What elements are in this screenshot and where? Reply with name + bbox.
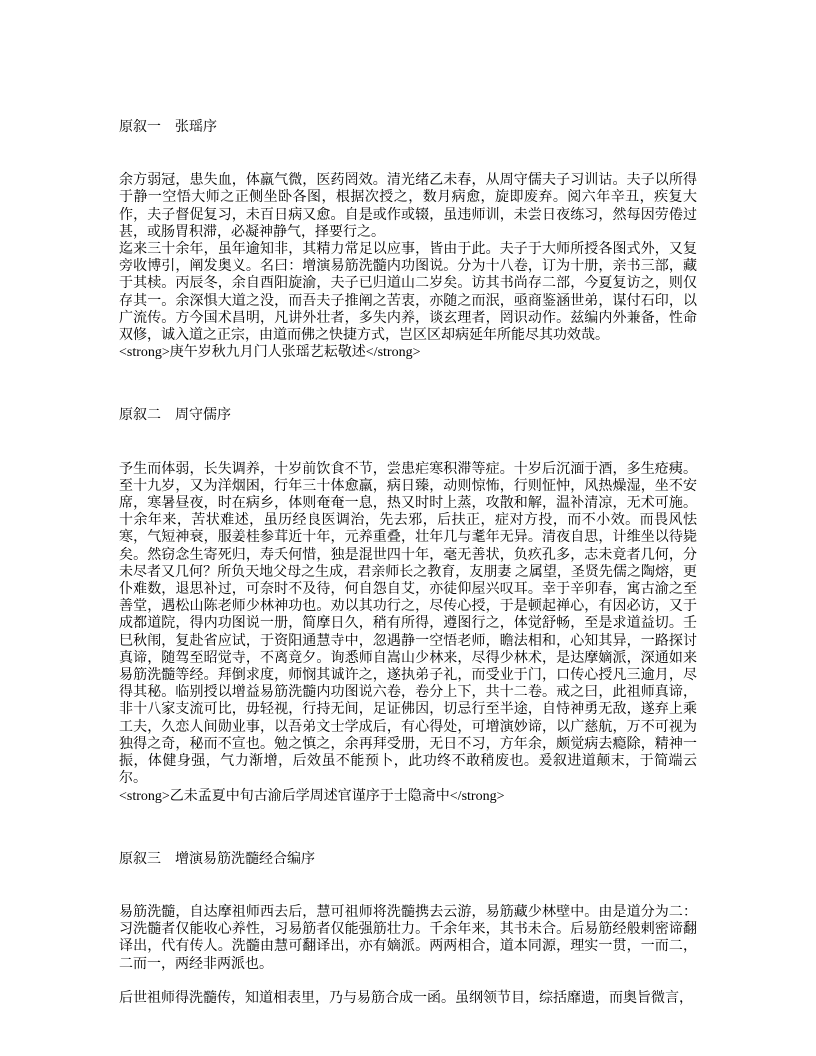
paragraph: 后世祖师得洗髓传，知道相表里，乃与易筋合成一函。虽纲领节目，综括靡遗，而奥旨微言， [119, 990, 693, 1006]
document-content [119, 119, 697, 1007]
section-title-preface-2: 原叙二 周守儒序 [119, 408, 231, 424]
signature-line: <strong>乙未孟夏中旬古渝后学周述官谨序于士隐斋中</strong> [119, 788, 505, 804]
paragraph: 余方弱冠，患失血，体羸气微，医药罔效。清光绪乙未春，从周守儒夫子习训诂。夫子以所得于静一空悟大师之正侧坐卧各图，根据次授之，数月病愈，旋即废弃。阅六年辛丑，疾复大作，夫子督促复习，未百日病又愈。自是或作或辍，虽违师训，未尝日夜练习，然每因劳倦过甚，或肠胃积滞，必凝神静气，择要行之。 [119, 173, 697, 240]
signature-line: <strong>庚午岁秋九月门人张瑶艺耘敬述</strong> [119, 345, 421, 361]
paragraph: 予生而体弱，长失调养，十岁前饮食不节，尝患疟寒积滞等症。十岁后沉湎于酒，多生疮痍。至十九岁，又为洋烟困，行年三十体愈羸，病日臻，动则惊怖，行则怔忡，风热燥湿，坐不安席，寒暑昼夜，时在病乡，体则奄奄一息，热又时时上蒸，攻散和解，温补清凉，无术可施。十余年来，苦状难述，虽历经良医调治，先去邪，后扶正，症对方投，而不小效。而畏风怯寒，气短神衰，服姜桂参茸近十年，元养重叠，壮年几与耄年无异。清夜自思，计维坐以待毙矣。然窃念生寄死归，寿夭何惜，独是混世四十年，毫无善状，负疚孔多，志未竟者几何，分未尽者又几何？所负天地父母之生成，君亲师长之教育，友朋妻 之属望，圣贤先儒之陶熔，更仆难数，退思补过，可奈时不及待，何自怨自艾，亦徒仰屋兴叹耳。幸于辛卯春，寓古渝之至善堂，遇松山陈老师少林神功也。劝以其功行之，尽传心授，于是顿起禅心，有因必访，又于成都道院，得内功图说一册，简摩日久，稍有所得，遵图行之，体觉舒畅，至是求道益切。壬巳秋闱，复赴省应试，于资阳通慧寺中，忽遇静一空悟老师，瞻法相和，心知其异，一路探讨真谛，随驾至昭觉寺，不离竟夕。询悉师自嵩山少林来，尽得少林术，是达摩嫡派，深通如来易筋洗髓等经。拜倒求度，师悯其诚许之，遂执弟子礼，而受业于门，口传心授凡三逾月，尽得其秘。临别授以增益易筋洗髓内功图说六卷，卷分上下，共十二卷。戒之曰，此祖师真谛，非十八家支流可比，毋轻视，行持无间，足证佛因，切忌行至半途，自恃神勇无敌，遂弃上乘工夫，久恋人间勋业事，以吾弟文士学成后，有心得处，可增演妙谛，以广慈航，万不可视为独得之奇，秘而不宣也。勉之慎之，余再拜受册，无日不习，方年余，颇觉病去瘾除，精神一振，体健身强，气力渐增，后效虽不能预卜，此功终不敢稍废也。爰叙进道颠末，于简端云尔。 [119, 461, 697, 787]
section-title-preface-3: 原叙三 增演易筋洗髓经合编序 [119, 851, 315, 867]
section-title-preface-1: 原叙一 张瑶序 [119, 120, 217, 135]
paragraph: 迄来三十余年，虽年逾知非，其精力常足以应事，皆由于此。夫子于大师所授各图式外，又复旁收博引，阐发奥义。名曰：增演易筋洗髓内功图说。分为十八卷，订为十册，亲书三部，藏于其椟。丙辰冬，余自酉阳旋渝，夫子已归道山二岁矣。访其书尚存二部，今夏复访之，则仅存其一。余深惧大道之没，而吾夫子推阐之苦衷，亦随之而泯，亟商鉴涵世弟，谋付石印，以广流传。方今国术昌明，凡讲外壮者，多失内养，谈玄理者，罔识动作。兹编内外兼备，性命双修，诚入道之正宗，由道而佛之快捷方式，岂区区却病延年所能尽其功效哉。 [119, 242, 697, 344]
paragraph: 易筋洗髓，自达摩祖师西去后，慧可祖师将洗髓携去云游，易筋藏少林壁中。由是道分为二：习洗髓者仅能收心养性，习易筋者仅能强筋壮力。千余年来，其书未合。后易筋经般剌密谛翻译出，代有传人。洗髓由慧可翻译出，亦有嫡派。两两相合，道本同源，理实一贯，一而二，二而一，两经非两派也。 [119, 904, 697, 972]
